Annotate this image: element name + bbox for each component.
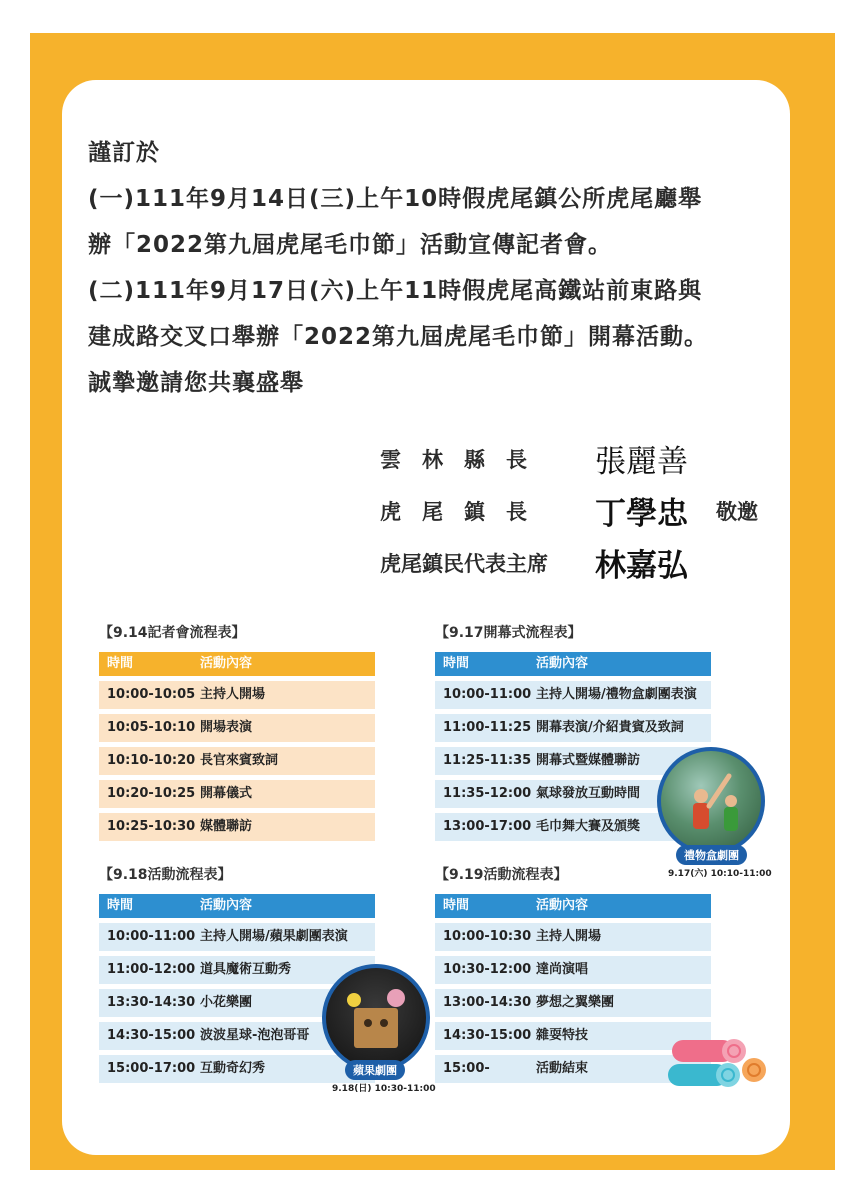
schedule-header-row	[435, 894, 711, 918]
signature: 林嘉弘	[595, 548, 688, 584]
schedule-0914	[99, 622, 375, 846]
col-activity-header: 活動內容	[536, 898, 589, 913]
row-time: 11:25-11:35	[443, 753, 532, 768]
row-activity: 活動結束	[536, 1061, 589, 1076]
table-row	[435, 989, 711, 1017]
row-time: 15:00-	[443, 1061, 490, 1076]
row-activity: 主持人開場/禮物盒劇團表演	[536, 687, 697, 702]
signer-title: 虎 尾 鎮 長	[380, 500, 527, 524]
invitation-text	[88, 130, 788, 406]
invitation-line: 謹訂於	[88, 140, 160, 166]
col-time-header: 時間	[107, 898, 134, 913]
schedule-header-row	[99, 894, 375, 918]
signer-title: 虎尾鎮民代表主席	[380, 552, 548, 576]
table-row	[435, 923, 711, 951]
row-activity: 達尚演唱	[536, 962, 589, 977]
schedule-heading: 【9.14記者會流程表】	[99, 625, 246, 641]
signers-block	[380, 434, 780, 590]
gift-box-theatre-label: 禮物盒劇團	[676, 845, 747, 865]
signature: 張麗善	[595, 444, 688, 480]
row-activity: 開幕式暨媒體聯訪	[536, 753, 641, 768]
invitation-line: 辦「2022第九屆虎尾毛巾節」活動宣傳記者會。	[88, 232, 613, 258]
signer-county-magistrate	[380, 434, 780, 486]
row-activity: 媒體聯訪	[200, 819, 253, 834]
row-time: 10:20-10:25	[107, 786, 196, 801]
schedule-heading: 【9.17開幕式流程表】	[435, 625, 582, 641]
row-time: 13:30-14:30	[107, 995, 196, 1010]
row-time: 15:00-17:00	[107, 1061, 196, 1076]
row-activity: 主持人開場	[200, 687, 266, 702]
col-time-header: 時間	[107, 656, 134, 671]
signer-town-mayor	[380, 486, 780, 538]
row-time: 11:35-12:00	[443, 786, 532, 801]
invite-suffix: 敬邀	[716, 500, 758, 524]
table-row	[99, 714, 375, 742]
gift-box-theatre-photo	[657, 747, 765, 855]
invitation-line: 誠摯邀請您共襄盛舉	[88, 370, 304, 396]
row-activity: 夢想之翼樂團	[536, 995, 615, 1010]
row-time: 11:00-12:00	[107, 962, 196, 977]
row-time: 10:25-10:30	[107, 819, 196, 834]
apple-theatre-date: 9.18(日) 10:30-11:00	[332, 1084, 436, 1094]
row-activity: 毛巾舞大賽及頒獎	[536, 819, 641, 834]
gift-box-theatre-date: 9.17(六) 10:10-11:00	[668, 869, 772, 879]
table-row	[435, 956, 711, 984]
table-row	[435, 714, 711, 742]
row-activity: 氣球發放互動時間	[536, 786, 641, 801]
row-time: 10:10-10:20	[107, 753, 196, 768]
row-time: 10:00-11:00	[107, 929, 196, 944]
row-time: 10:00-11:00	[443, 687, 532, 702]
table-row	[99, 956, 375, 984]
table-row	[435, 681, 711, 709]
col-activity-header: 活動內容	[200, 656, 253, 671]
performer-illustration	[661, 751, 761, 851]
row-time: 11:00-11:25	[443, 720, 532, 735]
col-time-header: 時間	[443, 898, 470, 913]
row-activity: 波波星球-泡泡哥哥	[200, 1028, 310, 1043]
col-time-header: 時間	[443, 656, 470, 671]
invitation-line: 建成路交叉口舉辦「2022第九屆虎尾毛巾節」開幕活動。	[88, 324, 709, 350]
apple-theatre-photo	[322, 964, 430, 1072]
apple-theatre-label: 蘋果劇團	[345, 1060, 405, 1080]
schedule-0918	[99, 864, 375, 1088]
row-time: 14:30-15:00	[443, 1028, 532, 1043]
col-activity-header: 活動內容	[200, 898, 253, 913]
schedule-heading: 【9.19活動流程表】	[435, 867, 568, 883]
row-time: 13:00-14:30	[443, 995, 532, 1010]
row-activity: 主持人開場	[536, 929, 602, 944]
row-activity: 開場表演	[200, 720, 253, 735]
invitation-line: (二)111年9月17日(六)上午11時假虎尾高鐵站前東路與	[88, 278, 703, 304]
row-activity: 開幕儀式	[200, 786, 253, 801]
schedule-heading: 【9.18活動流程表】	[99, 867, 232, 883]
signer-title: 雲 林 縣 長	[380, 448, 527, 472]
puppet-illustration	[326, 968, 426, 1068]
row-activity: 小花樂團	[200, 995, 253, 1010]
row-time: 13:00-17:00	[443, 819, 532, 834]
table-row	[99, 813, 375, 841]
row-time: 10:00-10:05	[107, 687, 196, 702]
signature: 丁學忠	[595, 496, 688, 532]
schedule-header-row	[99, 652, 375, 676]
signer-council-chair	[380, 538, 780, 590]
row-activity: 雜耍特技	[536, 1028, 589, 1043]
row-activity: 道具魔術互動秀	[200, 962, 292, 977]
table-row	[99, 780, 375, 808]
table-row	[99, 681, 375, 709]
row-activity: 互動奇幻秀	[200, 1061, 266, 1076]
col-activity-header: 活動內容	[536, 656, 589, 671]
rolled-towels-icon	[668, 1030, 768, 1100]
row-activity: 主持人開場/蘋果劇團表演	[200, 929, 348, 944]
row-time: 10:30-12:00	[443, 962, 532, 977]
table-row	[99, 747, 375, 775]
table-row	[99, 1055, 375, 1083]
row-time: 10:05-10:10	[107, 720, 196, 735]
row-activity: 開幕表演/介紹貴賓及致詞	[536, 720, 684, 735]
table-row	[99, 923, 375, 951]
schedule-header-row	[435, 652, 711, 676]
row-time: 14:30-15:00	[107, 1028, 196, 1043]
invitation-line: (一)111年9月14日(三)上午10時假虎尾鎮公所虎尾廳舉	[88, 186, 703, 212]
row-time: 10:00-10:30	[443, 929, 532, 944]
row-activity: 長官來賓致詞	[200, 753, 279, 768]
